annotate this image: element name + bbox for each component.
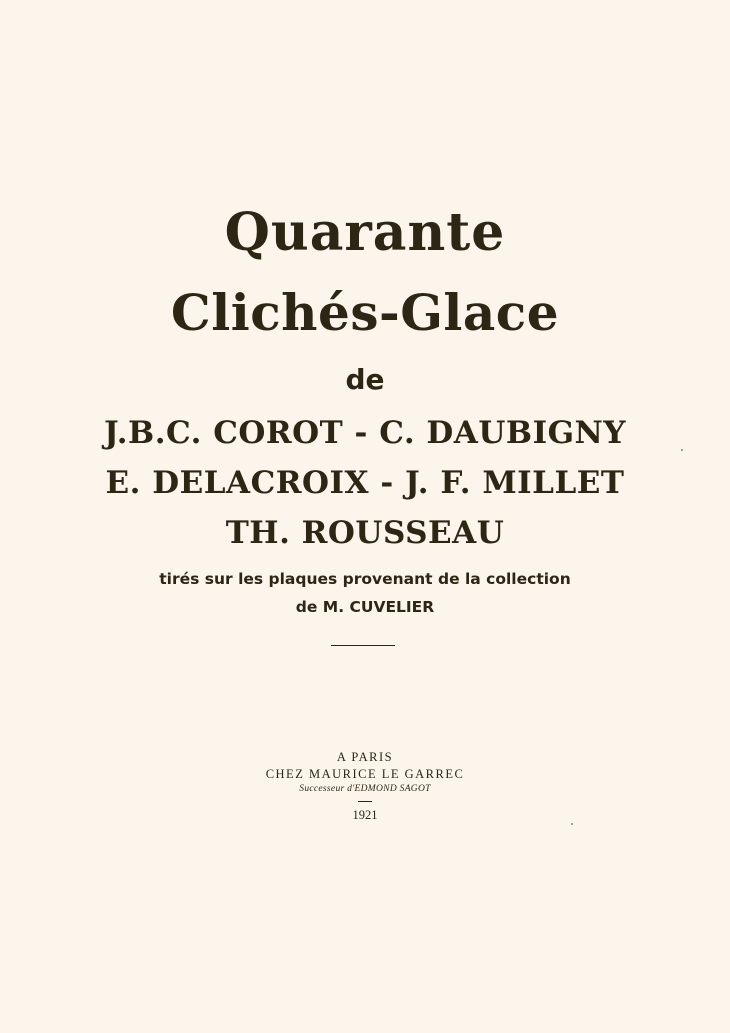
artists-line-1: J.B.C. COROT - C. DAUBIGNY [103,415,627,451]
paper-speck [681,449,683,451]
imprint-place: A PARIS [336,750,394,764]
artists-line-2: E. DELACROIX - J. F. MILLET [105,465,625,501]
title-line-2: Clichés-Glace [170,283,560,342]
divider-rule [331,645,395,646]
short-divider-rule [358,801,372,802]
preposition: de [345,363,385,396]
imprint-successor: Successeur d'EDMOND SAGOT [299,784,431,794]
imprint-year: 1921 [352,808,378,822]
imprint-publisher: CHEZ MAURICE LE GARREC [265,767,465,781]
paper-speck [571,823,573,825]
title-line-1: Quarante [224,202,506,263]
subtitle-line-2: de M. CUVELIER [295,598,435,616]
artists-line-3: TH. ROUSSEAU [225,515,505,551]
subtitle-line-1: tirés sur les plaques provenant de la collection [159,570,571,588]
